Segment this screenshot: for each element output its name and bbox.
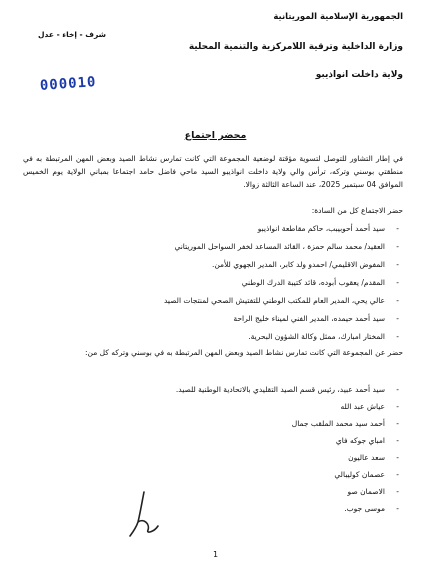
group-paragraph: حضر عن المجموعة التي كانت تمارس نشاط الصيد وبعض المهن المرتبطة به في بوسني وتركه كل من: [84,348,403,357]
document-number-stamp: 000010 [39,74,97,94]
wilaya-name: ولاية داخلت انواذيبو [315,70,403,80]
national-motto: شرف - إخاء - عدل [38,30,107,39]
attendees-list [164,224,403,350]
list-item: - عصمان كوليبالي [176,470,385,487]
list-item: - العقيد/ محمد سالم حمزة ، القائد المساعد لخفر السواحل الموريتاني [164,242,385,260]
list-item: - موسى جوب. [176,504,385,521]
list-item: - أحمد سيد محمد الملقب جمال [176,419,385,436]
document-title: محضر اجتماع [184,130,247,141]
list-item: - المقدم/ يعقوب أبوده، قائد كتيبة الدرك الوطني [164,278,385,296]
list-item: - سعد عاليون [176,453,385,470]
list-item: - المختار امبارك، ممثل وكالة الشؤون البحرية. [164,332,385,350]
list-item: - الاصمان صو [176,487,385,504]
list-item: - سيد أحمد حيمده، المدير الفني لميناء خليج الراحة [164,314,385,332]
group-members-list [176,385,403,521]
list-item: - سيد أحمد عبيد، رئيس قسم الصيد التقليدي بالاتحادية الوطنية للصيد. [176,385,385,402]
intro-paragraph: في إطار التشاور للتوصل لتسوية مؤقتة لوضعية المجموعة التي كانت تمارس نشاط الصيد وبعض المهن المرتبطة به في منطقتي بوسني وتركه، ترأس والي ولاية داخلت انواذيبو السيد ماحي فاضل حامد اجتماعا بمباني الولاية يوم الخميس الموافق 04 سبتمبر 2025، عند الساعة الثالثة زوالا. [23,154,403,189]
list-item: - عياش عبد الله [176,402,385,419]
country-name: الجمهورية الإسلامية الموريتانية [273,12,403,22]
list-item: - المفوض الاقليمي/ احمدو ولد كابر، المدير الجهوي للأمن. [164,260,385,278]
page-number: 1 [212,550,219,559]
ministry-name: وزارة الداخلية وترقية اللامركزية والتنمية المحلية [188,42,403,52]
list-item: - امباي جوكه فاي [176,436,385,453]
handwritten-signature [124,488,164,540]
list-item: - عالي يحي، المدير العام للمكتب الوطني للتفتيش الصحي لمنتجات الصيد [164,296,385,314]
attendees-label: حضر الاجتماع كل من السادة: [311,206,403,215]
list-item: - سيد أحمد أحوبيبب، حاكم مقاطعة انواذيبو [164,224,385,242]
